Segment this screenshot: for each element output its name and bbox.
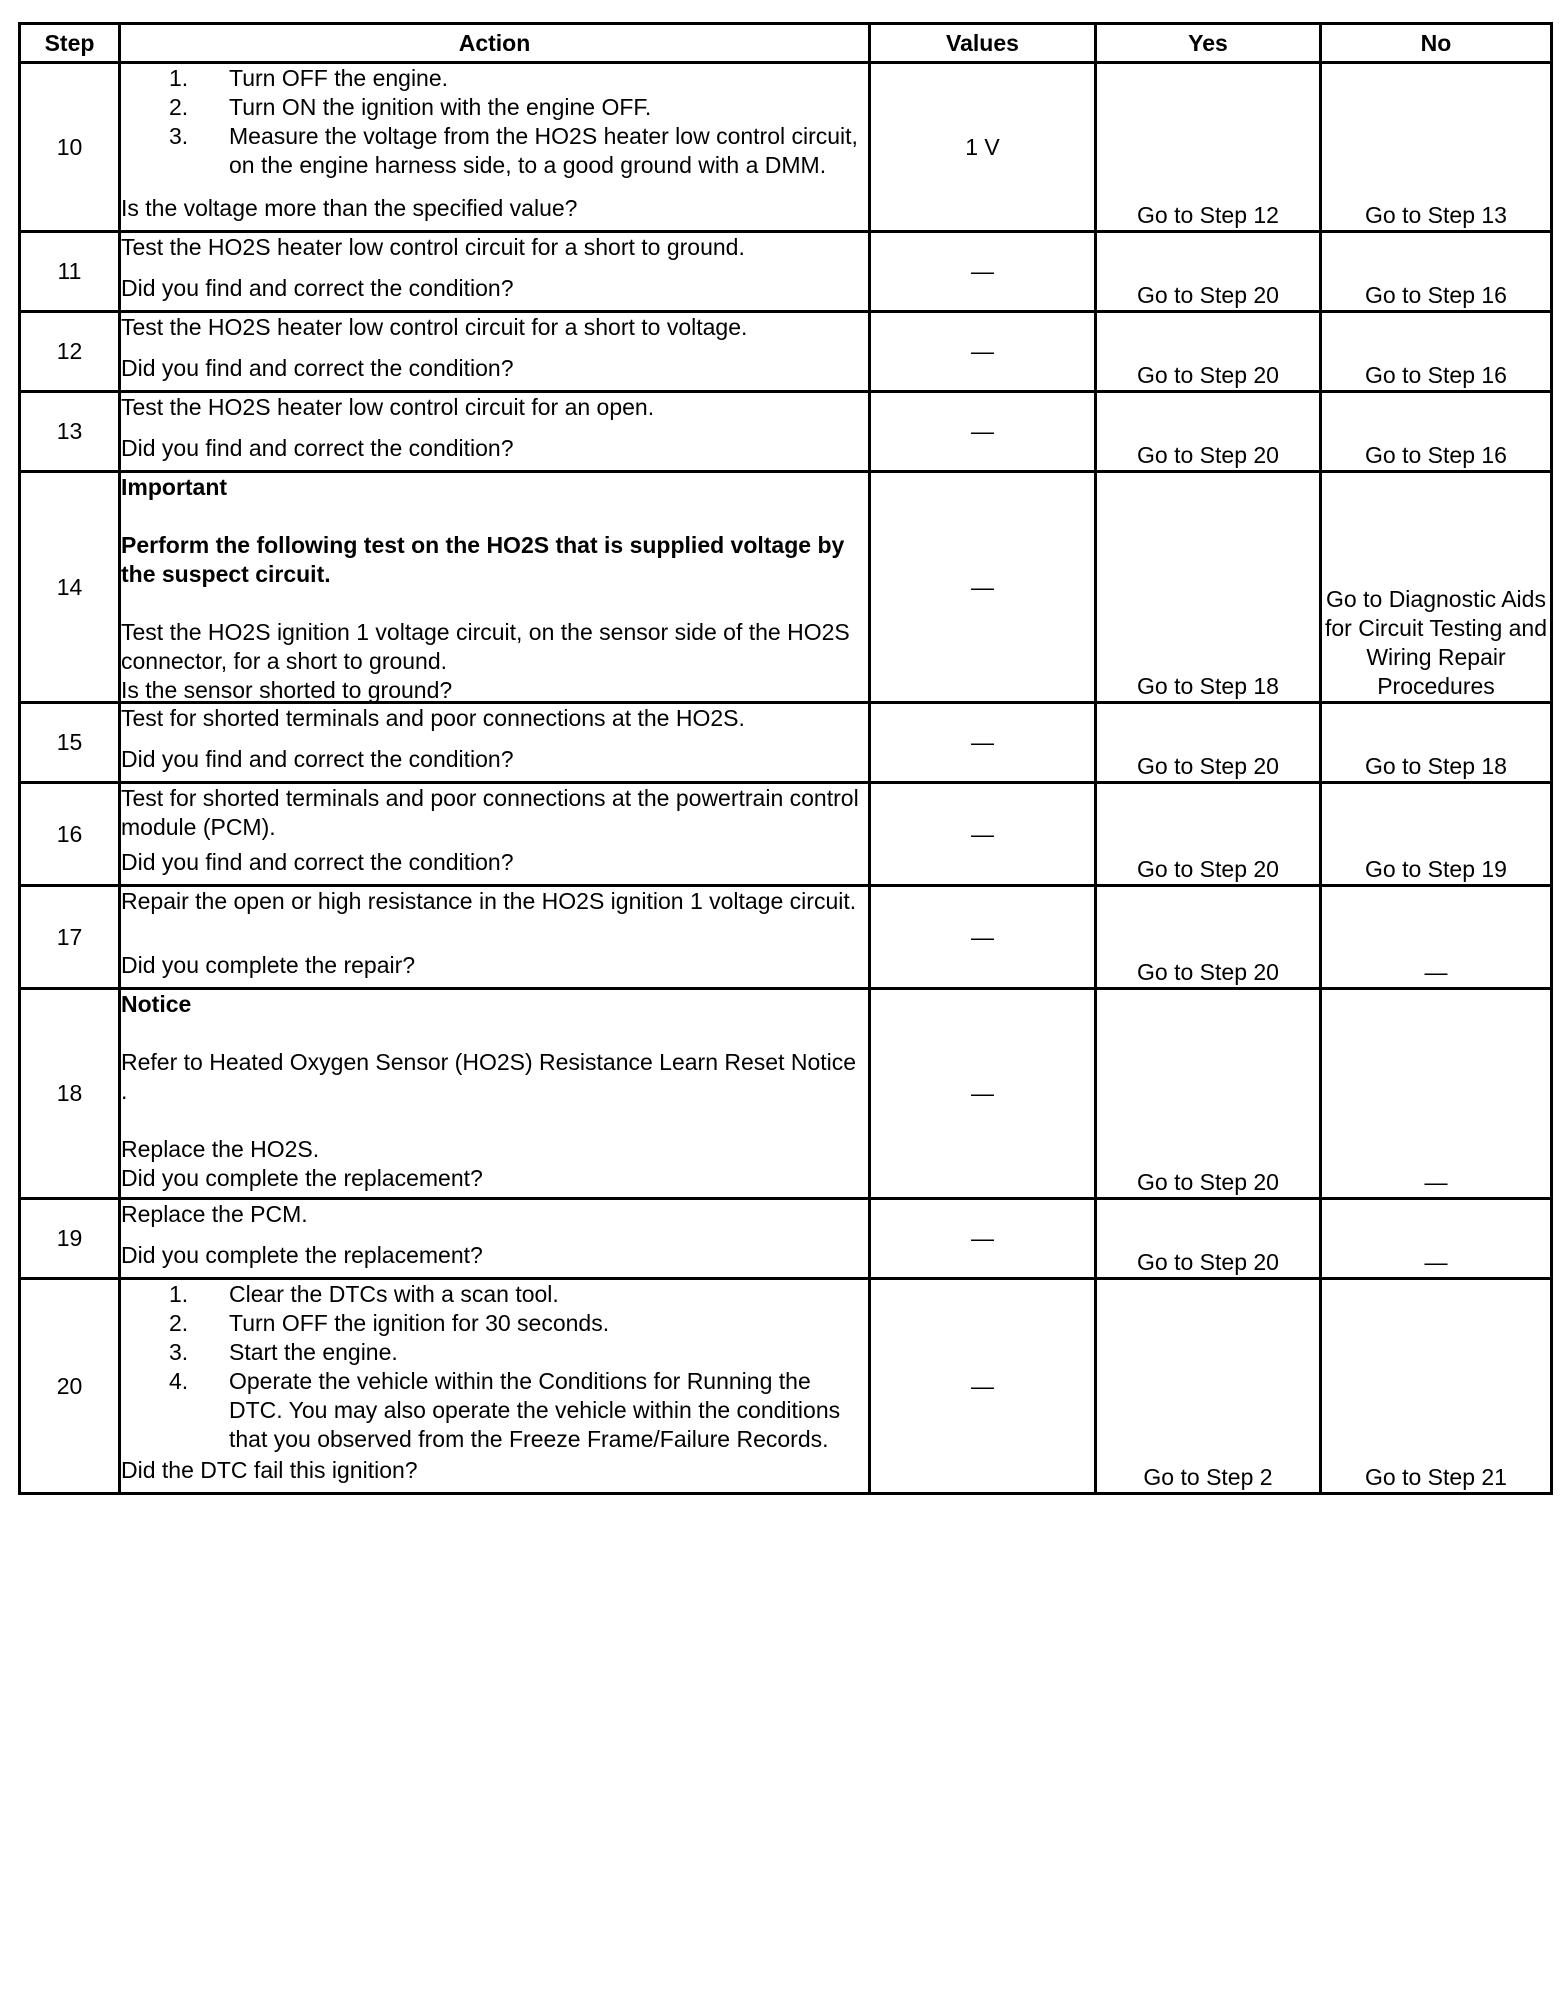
- list-item-number: 2.: [169, 94, 189, 120]
- no-cell: Go to Step 18: [1321, 703, 1552, 783]
- list-item-number: 1.: [169, 1281, 189, 1307]
- yes-cell: Go to Step 20: [1096, 886, 1321, 989]
- values-cell: 1 V: [870, 63, 1096, 232]
- step-number: 18: [20, 989, 120, 1199]
- table-row: [20, 232, 1552, 312]
- action-cell: [120, 472, 870, 703]
- no-cell: —: [1321, 989, 1552, 1199]
- yes-cell: Go to Step 20: [1096, 989, 1321, 1199]
- action-cell: [120, 1279, 870, 1494]
- yes-cell: Go to Step 20: [1096, 392, 1321, 472]
- action-question: Is the sensor shorted to ground?: [121, 677, 453, 703]
- table-row: [20, 1199, 1552, 1279]
- list-item-number: 4.: [169, 1368, 189, 1394]
- list-item: [121, 1367, 868, 1454]
- list-item-text: Start the engine.: [229, 1339, 398, 1365]
- procedure-list: [121, 1280, 868, 1454]
- action-heading: Notice: [121, 991, 192, 1017]
- list-item-text: Measure the voltage from the HO2S heater low control circuit, on the engine harness side, to a good ground with a DMM.: [229, 123, 858, 178]
- values-cell: —: [870, 989, 1096, 1199]
- action-question: Did you complete the replacement?: [121, 1165, 483, 1191]
- values-cell: —: [870, 472, 1096, 703]
- action-text: Replace the PCM.: [121, 1201, 308, 1227]
- action-text: Test the HO2S heater low control circuit for a short to ground.: [121, 234, 745, 260]
- table-row: [20, 392, 1552, 472]
- action-question: Did you find and correct the condition?: [121, 746, 514, 772]
- values-cell: —: [870, 1279, 1096, 1494]
- list-item-number: 3.: [169, 123, 189, 149]
- action-text: Test the HO2S ignition 1 voltage circuit, on the sensor side of the HO2S connector, for a short to ground.: [121, 619, 850, 674]
- action-text: Test for shorted terminals and poor connections at the powertrain control module (PCM).: [121, 785, 859, 840]
- no-cell: Go to Step 21: [1321, 1279, 1552, 1494]
- step-number: 14: [20, 472, 120, 703]
- header-step: Step: [20, 24, 120, 63]
- action-question: Did you find and correct the condition?: [121, 355, 514, 381]
- yes-cell: Go to Step 20: [1096, 703, 1321, 783]
- list-item-text: Clear the DTCs with a scan tool.: [229, 1281, 559, 1307]
- list-item: [121, 122, 868, 180]
- table-row: [20, 703, 1552, 783]
- list-item: [121, 1280, 868, 1309]
- list-item: [121, 1309, 868, 1338]
- action-cell: [120, 886, 870, 989]
- no-cell: Go to Step 16: [1321, 312, 1552, 392]
- step-number: 16: [20, 783, 120, 886]
- action-text: Replace the HO2S.: [121, 1136, 320, 1162]
- list-item: [121, 93, 868, 122]
- action-question: Did you complete the replacement?: [121, 1242, 483, 1268]
- table-row: [20, 63, 1552, 232]
- yes-cell: Go to Step 12: [1096, 63, 1321, 232]
- action-text: Refer to Heated Oxygen Sensor (HO2S) Resistance Learn Reset Notice .: [121, 1049, 857, 1104]
- action-cell: [120, 392, 870, 472]
- step-number: 11: [20, 232, 120, 312]
- yes-cell: Go to Step 20: [1096, 783, 1321, 886]
- action-cell: [120, 63, 870, 232]
- yes-cell: Go to Step 2: [1096, 1279, 1321, 1494]
- action-cell: [120, 989, 870, 1199]
- header-yes: Yes: [1096, 24, 1321, 63]
- action-cell: [120, 783, 870, 886]
- action-cell: [120, 232, 870, 312]
- step-number: 12: [20, 312, 120, 392]
- yes-cell: Go to Step 18: [1096, 472, 1321, 703]
- table-row: [20, 989, 1552, 1199]
- no-cell: Go to Step 19: [1321, 783, 1552, 886]
- yes-cell: Go to Step 20: [1096, 232, 1321, 312]
- action-question: Is the voltage more than the specified value?: [121, 195, 578, 221]
- step-number: 10: [20, 63, 120, 232]
- values-cell: —: [870, 886, 1096, 989]
- action-heading: Important: [121, 474, 228, 500]
- diagnostic-table: [18, 22, 1553, 1495]
- no-cell: Go to Step 13: [1321, 63, 1552, 232]
- step-number: 20: [20, 1279, 120, 1494]
- no-cell: Go to Diagnostic Aids for Circuit Testing and Wiring Repair Procedures: [1321, 472, 1552, 703]
- table-row: [20, 1279, 1552, 1494]
- header-action: Action: [120, 24, 870, 63]
- list-item-number: 3.: [169, 1339, 189, 1365]
- values-cell: —: [870, 392, 1096, 472]
- action-question: Did you find and correct the condition?: [121, 275, 514, 301]
- no-cell: —: [1321, 886, 1552, 989]
- list-item: [121, 1338, 868, 1367]
- table-row: [20, 472, 1552, 703]
- action-question: Did you complete the repair?: [121, 952, 416, 978]
- step-number: 15: [20, 703, 120, 783]
- action-question: Did you find and correct the condition?: [121, 435, 514, 461]
- action-cell: [120, 703, 870, 783]
- action-text: Test for shorted terminals and poor connections at the HO2S.: [121, 705, 745, 731]
- values-cell: —: [870, 783, 1096, 886]
- values-cell: —: [870, 312, 1096, 392]
- action-cell: [120, 1199, 870, 1279]
- action-emphasis: Perform the following test on the HO2S that is supplied voltage by the suspect circuit.: [121, 532, 845, 587]
- action-text: Test the HO2S heater low control circuit for an open.: [121, 394, 655, 420]
- values-cell: —: [870, 1199, 1096, 1279]
- header-no: No: [1321, 24, 1552, 63]
- step-number: 19: [20, 1199, 120, 1279]
- action-text: Repair the open or high resistance in the HO2S ignition 1 voltage circuit.: [121, 888, 857, 914]
- list-item: [121, 64, 868, 93]
- step-number: 17: [20, 886, 120, 989]
- action-question: Did the DTC fail this ignition?: [121, 1457, 418, 1483]
- table-row: [20, 783, 1552, 886]
- list-item-text: Turn OFF the engine.: [229, 65, 449, 91]
- step-number: 13: [20, 392, 120, 472]
- no-cell: Go to Step 16: [1321, 392, 1552, 472]
- values-cell: —: [870, 703, 1096, 783]
- list-item-number: 1.: [169, 65, 189, 91]
- table-row: [20, 886, 1552, 989]
- action-text: Test the HO2S heater low control circuit for a short to voltage.: [121, 314, 748, 340]
- yes-cell: Go to Step 20: [1096, 312, 1321, 392]
- list-item-number: 2.: [169, 1310, 189, 1336]
- no-cell: —: [1321, 1199, 1552, 1279]
- no-cell: Go to Step 16: [1321, 232, 1552, 312]
- values-cell: —: [870, 232, 1096, 312]
- action-question: Did you find and correct the condition?: [121, 849, 514, 875]
- procedure-list: [121, 64, 868, 180]
- table-row: [20, 312, 1552, 392]
- yes-cell: Go to Step 20: [1096, 1199, 1321, 1279]
- header-row: [20, 24, 1552, 63]
- header-values: Values: [870, 24, 1096, 63]
- list-item-text: Turn OFF the ignition for 30 seconds.: [229, 1310, 610, 1336]
- action-cell: [120, 312, 870, 392]
- list-item-text: Operate the vehicle within the Conditions for Running the DTC. You may also operate the vehicle within the conditions that you observed from the Freeze Frame/Failure Records.: [229, 1368, 841, 1452]
- list-item-text: Turn ON the ignition with the engine OFF.: [229, 94, 652, 120]
- diagnostic-page: [18, 22, 1550, 1495]
